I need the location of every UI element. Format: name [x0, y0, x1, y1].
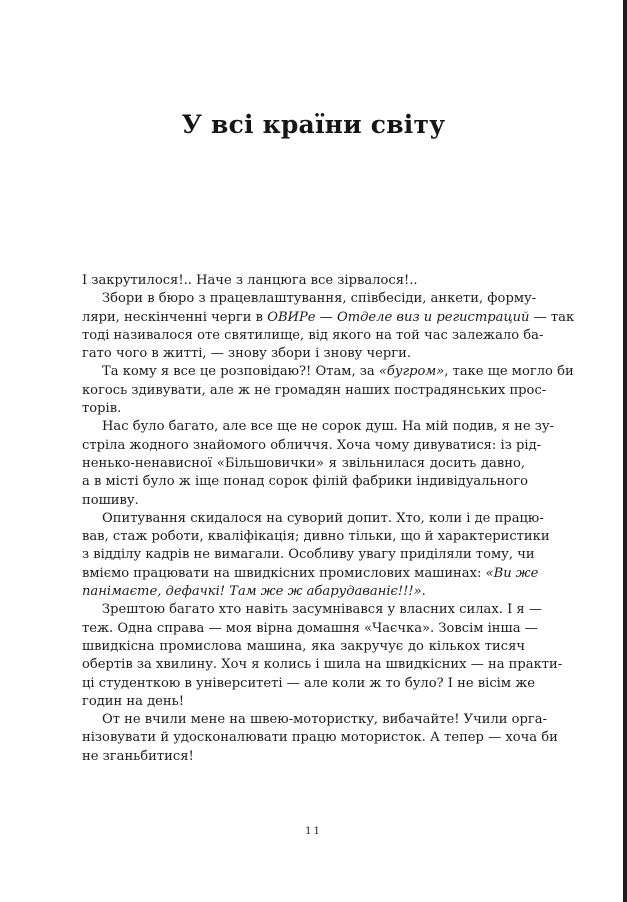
- italic-segment: «Ви же: [485, 565, 539, 581]
- italic-segment: панімаєте, дефачкі! Там же ж абарудаваніє!!!»: [82, 584, 422, 600]
- text-line: торів.: [82, 401, 122, 417]
- chapter-title: У всі країни світу: [181, 110, 446, 139]
- text-line: [82, 565, 539, 583]
- text-line: ці студенткою в університеті — але коли ж то було? І не вісім же: [82, 675, 535, 691]
- text-line: Збори в бюро з працевлаштування, співбесіди, анкети, форму-: [102, 291, 537, 307]
- italic-segment: «бугром»: [378, 364, 445, 380]
- text-line: [82, 583, 525, 601]
- text-line: [82, 363, 574, 381]
- text-segment: ляри, нескінченні черги в: [82, 309, 268, 325]
- text-line: швидкісна промислова машина, яка закручує до кількох тисяч: [82, 638, 525, 654]
- page-number: 11: [305, 826, 322, 837]
- text-line: гато чого в житті, — знову збори і знову черги.: [82, 346, 412, 362]
- italic-segment: ОВИРе — Отделе виз и регистраций: [267, 309, 530, 325]
- text-line: І закрутилося!.. Наче з ланцюга все зірвалося!..: [82, 273, 418, 288]
- text-line: теж. Одна справа — моя вірна домашня «Чаєчка». Зовсім інша —: [82, 620, 538, 636]
- text-line: нізовувати й удосконалювати працю мотористок. А тепер — хоча би: [82, 730, 558, 746]
- text-line: вав, стаж роботи, кваліфікація; дивно тільки, що й характеристики: [82, 529, 550, 545]
- body-text: [82, 272, 575, 766]
- text-segment: Та кому я все це розповідаю?! Отам, за: [102, 364, 379, 380]
- text-line: когось здивувати, але ж не громадян наших пострадянських прос-: [82, 382, 547, 398]
- text-line: не зганьбитися!: [82, 748, 194, 764]
- text-line: пошиву.: [82, 492, 139, 508]
- text-line: стріла жодного знайомого обличчя. Хоча чому дивуватися: із рід-: [82, 437, 542, 453]
- text-line: з відділу кадрів не вимагали. Особливу увагу приділяли тому, чи: [82, 547, 535, 563]
- text-segment: — так: [529, 309, 575, 325]
- text-line: От не вчили мене на швею-мотористку, вибачайте! Учили орга-: [102, 712, 548, 728]
- text-line: годин на день!: [82, 693, 185, 709]
- text-segment: , таке ще могло би: [444, 364, 574, 380]
- text-line: Зрештою багато хто навіть засумнівався у власних силах. І я —: [102, 602, 542, 618]
- text-line: тоді називалося оте святилище, від якого на той час залежало ба-: [82, 327, 544, 343]
- text-line: ненько-ненависної «Більшовички» я звільнилася досить давно,: [82, 455, 525, 471]
- text-line: а в місті було ж іще понад сорок філій фабрики індивідуального: [82, 474, 529, 490]
- text-line: [82, 309, 575, 327]
- text-segment: .: [421, 584, 426, 600]
- text-line: Опитування скидалося на суворий допит. Хто, коли і де працю-: [102, 510, 544, 526]
- text-segment: вміємо працювати на швидкісних промислових машинах:: [82, 565, 486, 581]
- text-line: обертів за хвилину. Хоч я колись і шила на швидкісних — на практи-: [82, 657, 563, 673]
- text-line: Нас було багато, але все ще не сорок душ. На мій подив, я не зу-: [102, 419, 555, 435]
